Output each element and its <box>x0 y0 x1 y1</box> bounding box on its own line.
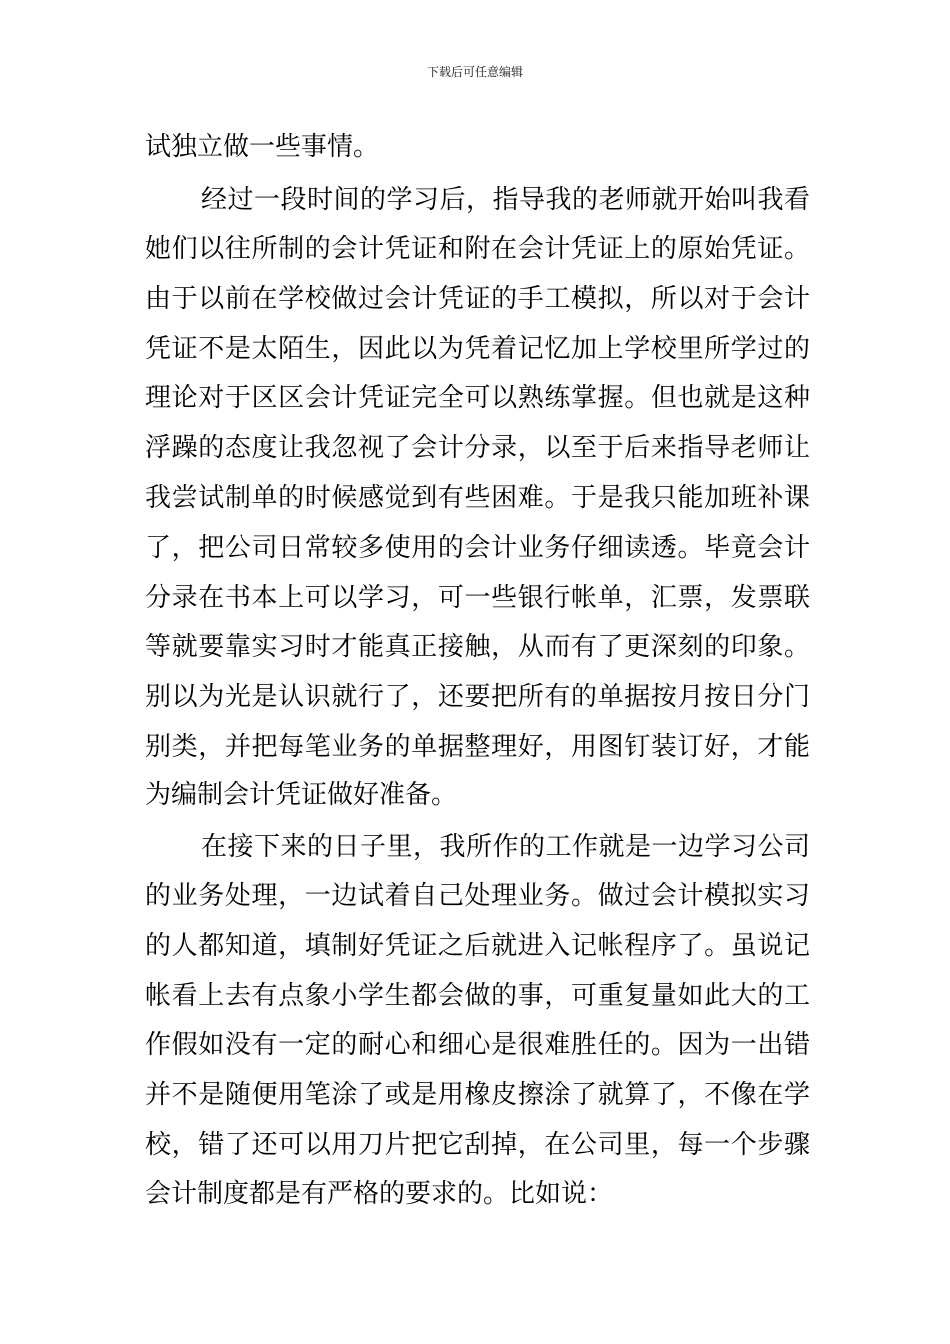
body-line: 凭证不是太陌生，因此以为凭着记忆加上学校里所学过的 <box>145 334 810 364</box>
body-line: 帐看上去有点象小学生都会做的事，可重复量如此大的工 <box>145 981 810 1011</box>
body-line: 别类，并把每笔业务的单据整理好，用图钉装订好，才能 <box>145 732 810 762</box>
body-line: 了，把公司日常较多使用的会计业务仔细读透。毕竟会计 <box>145 533 810 563</box>
body-line: 理论对于区区会计凭证完全可以熟练掌握。但也就是这种 <box>145 383 810 413</box>
body-line: 并不是随便用笔涂了或是用橡皮擦涂了就算了，不像在学 <box>145 1080 810 1110</box>
paragraph-first-line: 在接下来的日子里，我所作的工作就是一边学习公司 <box>201 832 810 862</box>
body-line: 分录在书本上可以学习，可一些银行帐单，汇票，发票联 <box>145 583 810 613</box>
body-line: 校，错了还可以用刀片把它刮掉，在公司里，每一个步骤 <box>145 1130 810 1160</box>
body-line: 我尝试制单的时候感觉到有些困难。于是我只能加班补课 <box>145 483 810 513</box>
body-line: 作假如没有一定的耐心和细心是很难胜任的。因为一出错 <box>145 1030 810 1060</box>
body-line: 会计制度都是有严格的要求的。比如说： <box>145 1179 614 1209</box>
body-line: 浮躁的态度让我忽视了会计分录，以至于后来指导老师让 <box>145 433 810 463</box>
body-line: 等就要靠实习时才能真正接触，从而有了更深刻的印象。 <box>145 632 810 662</box>
paragraph-first-line: 经过一段时间的学习后，指导我的老师就开始叫我看 <box>201 185 810 215</box>
body-line: 为编制会计凭证做好准备。 <box>145 780 458 810</box>
body-line: 的业务处理，一边试着自己处理业务。做过会计模拟实习 <box>145 881 810 911</box>
body-line: 试独立做一些事情。 <box>145 132 380 162</box>
body-line: 由于以前在学校做过会计凭证的手工模拟，所以对于会计 <box>145 284 810 314</box>
body-line: 的人都知道，填制好凭证之后就进入记帐程序了。虽说记 <box>145 931 810 961</box>
body-line: 她们以往所制的会计凭证和附在会计凭证上的原始凭证。 <box>145 234 810 264</box>
body-line: 别以为光是认识就行了，还要把所有的单据按月按日分门 <box>145 682 810 712</box>
page-header: 下载后可任意编辑 <box>426 65 523 79</box>
